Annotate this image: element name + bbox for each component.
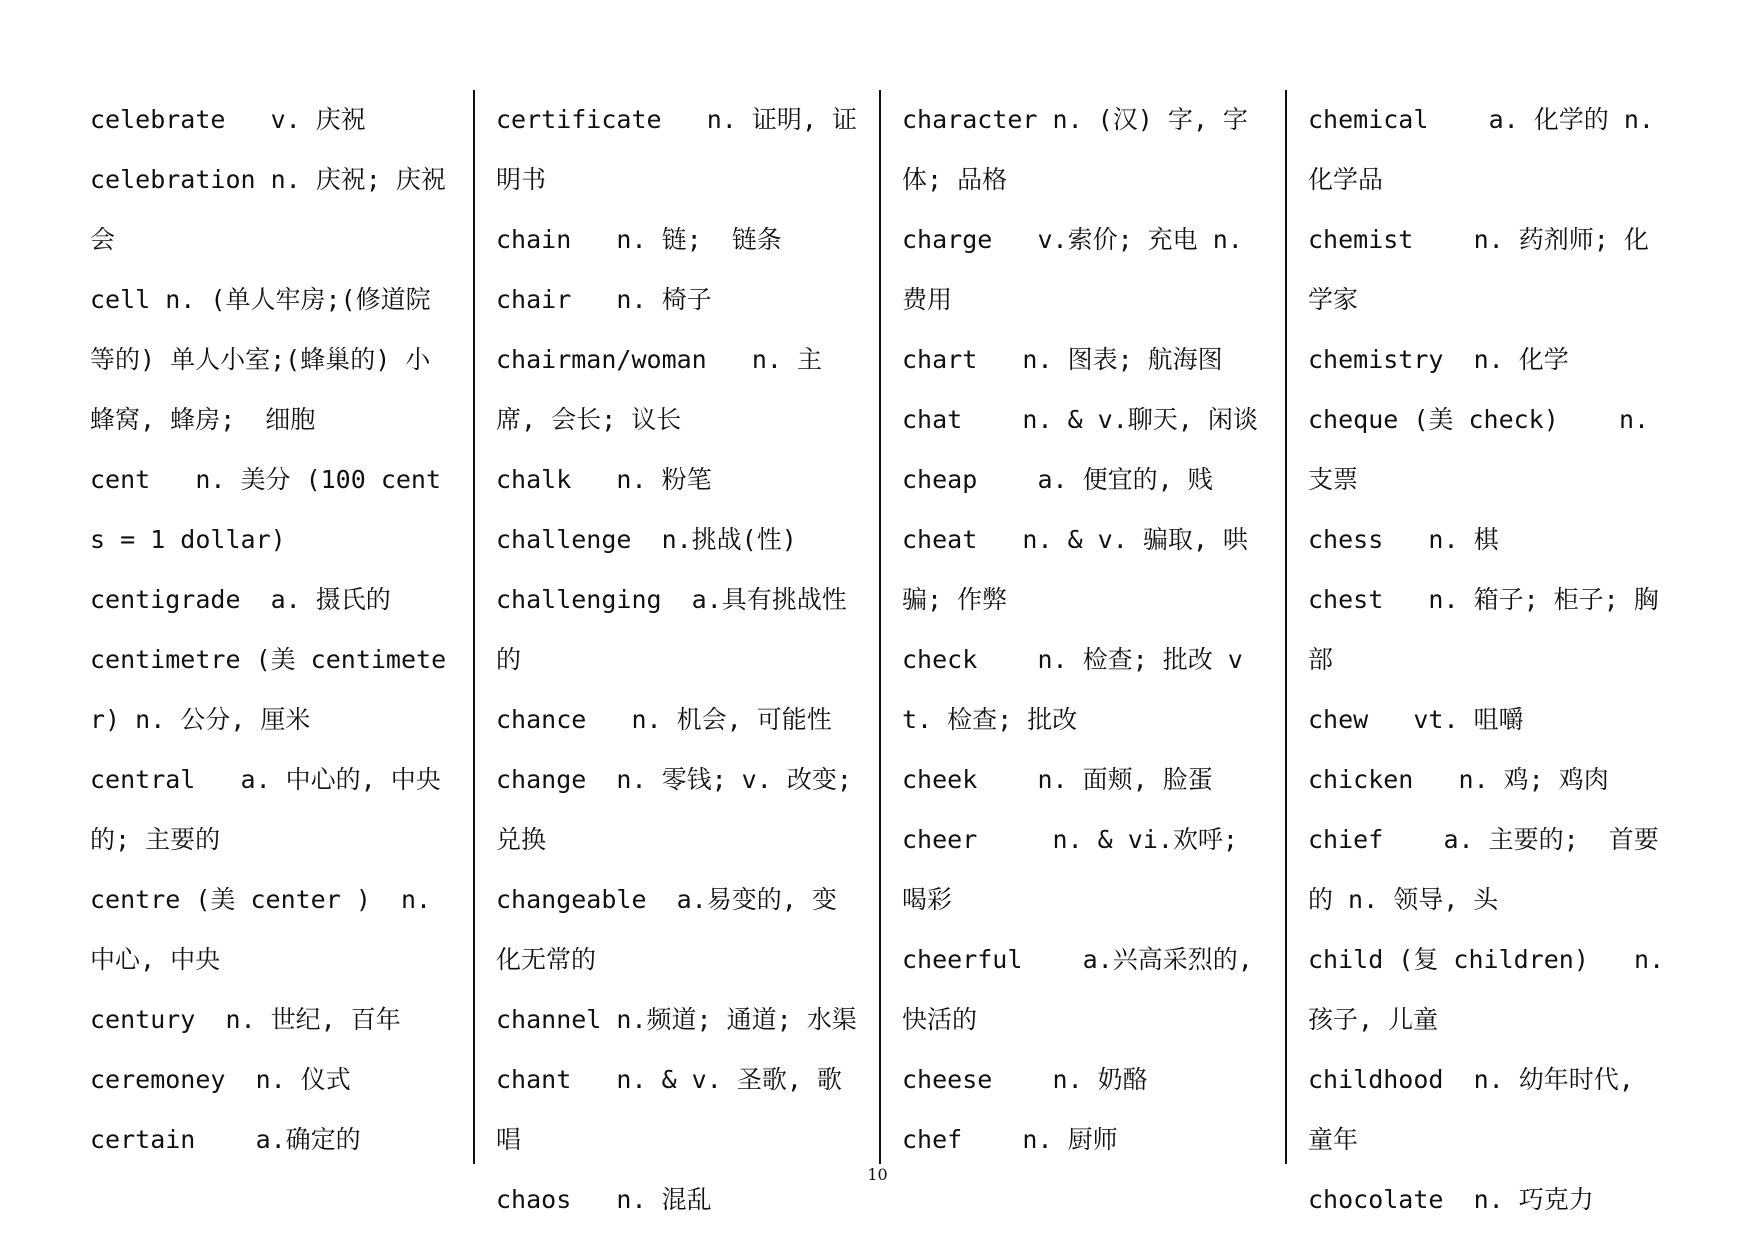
vocab-entry: cheque (美 check) n. 支票	[1308, 405, 1680, 494]
vocab-entry: chess n. 棋	[1308, 525, 1499, 554]
vocab-entry: change n. 零钱; v. 改变; 兑换	[496, 765, 867, 854]
column-divider	[473, 90, 475, 1164]
column-2	[496, 90, 867, 1214]
column-divider	[879, 90, 881, 1164]
vocab-entry: chief a. 主要的; 首要的 n. 领导, 头	[1308, 825, 1659, 914]
vocab-entry: chair n. 椅子	[496, 285, 712, 314]
vocab-entry: check n. 检查; 批改 vt. 检查; 批改	[902, 645, 1243, 734]
vocab-entry: certain a.确定的	[90, 1125, 361, 1154]
vocab-entry: character n. (汉) 字, 字体; 品格	[902, 105, 1248, 194]
vocab-entry: centigrade a. 摄氏的	[90, 585, 391, 614]
vocab-entry: chart n. 图表; 航海图	[902, 345, 1223, 374]
vocab-entry: chemical a. 化学的 n. 化学品	[1308, 105, 1669, 194]
vocab-entry: changeable a.易变的, 变化无常的	[496, 885, 837, 974]
vocab-entry: challenging a.具有挑战性的	[496, 585, 847, 674]
vocab-entry: chance n. 机会, 可能性	[496, 705, 832, 734]
vocab-entry: chant n. & v. 圣歌, 歌唱	[496, 1065, 842, 1154]
vocab-entry: chemist n. 药剂师; 化学家	[1308, 225, 1649, 314]
vocab-entry: challenge n.挑战(性)	[496, 525, 797, 554]
vocab-entry: chef n. 厨师	[902, 1125, 1118, 1154]
vocab-entry: charge v.索价; 充电 n. 费用	[902, 225, 1258, 314]
vocab-entry: cheerful a.兴高采烈的, 快活的	[902, 945, 1268, 1034]
vocab-entry: cell n. (单人牢房;(修道院等的) 单人小室;(蜂巢的) 小蜂窝, 蜂房; 细胞	[90, 285, 431, 434]
vocabulary-columns	[90, 90, 1680, 1214]
vocab-entry: cheer n. & vi.欢呼; 喝彩	[902, 825, 1269, 914]
vocab-entry: cheek n. 面颊, 脸蛋	[902, 765, 1213, 794]
vocab-entry: centre (美 center ) n. 中心, 中央	[90, 885, 447, 974]
vocab-entry: chain n. 链; 链条	[496, 225, 782, 254]
vocab-entry: cheese n. 奶酪	[902, 1065, 1148, 1094]
column-4	[1308, 90, 1680, 1214]
vocab-entry: centimetre (美 centimeter) n. 公分, 厘米	[90, 645, 447, 734]
vocab-entry: channel n.频道; 通道; 水渠	[496, 1005, 857, 1034]
vocab-entry: chat n. & v.聊天, 闲谈	[902, 405, 1258, 434]
vocab-entry: chemistry n. 化学	[1308, 345, 1569, 374]
page-number: 10	[867, 1165, 888, 1184]
column-divider	[1285, 90, 1287, 1164]
vocab-entry: certificate n. 证明, 证明书	[496, 105, 857, 194]
column-1	[90, 90, 455, 1170]
column-3	[902, 90, 1267, 1170]
vocab-entry: central a. 中心的, 中央的; 主要的	[90, 765, 441, 854]
vocab-entry: cheat n. & v. 骗取, 哄骗; 作弊	[902, 525, 1248, 614]
vocab-entry: childhood n. 幼年时代, 童年	[1308, 1065, 1649, 1154]
vocab-entry: chaos n. 混乱	[496, 1185, 712, 1214]
vocab-entry: child (复 children) n. 孩子, 儿童	[1308, 945, 1680, 1034]
vocab-entry: century n. 世纪, 百年	[90, 1005, 401, 1034]
vocab-entry: chew vt. 咀嚼	[1308, 705, 1524, 734]
vocab-entry: celebrate v. 庆祝	[90, 105, 366, 134]
vocab-entry: cheap a. 便宜的, 贱	[902, 465, 1213, 494]
vocab-entry: chocolate n. 巧克力	[1308, 1185, 1594, 1214]
vocab-entry: chalk n. 粉笔	[496, 465, 712, 494]
vocab-entry: chairman/woman n. 主席, 会长; 议长	[496, 345, 823, 434]
vocab-entry: chicken n. 鸡; 鸡肉	[1308, 765, 1609, 794]
vocab-entry: cent n. 美分 (100 cents = 1 dollar)	[90, 465, 442, 554]
vocab-entry: celebration n. 庆祝; 庆祝会	[90, 165, 446, 254]
vocab-entry: ceremoney n. 仪式	[90, 1065, 351, 1094]
vocab-entry: chest n. 箱子; 柜子; 胸部	[1308, 585, 1659, 674]
